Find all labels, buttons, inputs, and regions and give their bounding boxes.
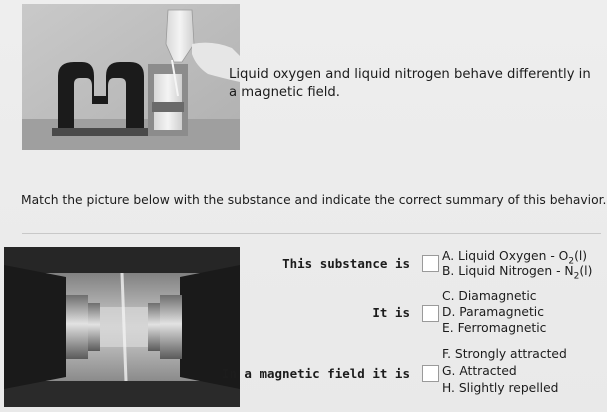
option-b[interactable] [442,264,592,281]
option-b-label: B. Liquid Nitrogen - N [442,264,574,278]
field-behavior-prompt: In a magnetic field it is [221,366,410,381]
option-b-subscript: 2 [573,271,580,282]
option-c[interactable]: C. Diamagnetic [442,289,537,303]
option-a-label: A. Liquid Oxygen - O [442,249,569,263]
question-text: Match the picture below with the substance and indicate the correct summary of this behavior. [21,193,607,207]
magnet-experiment-photo [22,4,240,150]
field-behavior-answer-box[interactable] [422,365,439,382]
magnetism-answer-box[interactable] [422,305,439,322]
substance-prompt: This substance is [282,256,410,271]
option-e[interactable]: E. Ferromagnetic [442,321,547,335]
option-a-subscript: 2 [568,256,575,267]
substance-answer-box[interactable] [422,255,439,272]
magnetism-prompt: It is [372,305,410,320]
option-f[interactable]: F. Strongly attracted [442,347,567,361]
magnet-poles-photo [4,247,240,407]
divider [22,233,601,234]
option-b-suffix: (l) [579,264,593,278]
option-h[interactable]: H. Slightly repelled [442,381,559,395]
option-d[interactable]: D. Paramagnetic [442,305,544,319]
option-g[interactable]: G. Attracted [442,364,517,378]
option-a-suffix: (l) [574,249,588,263]
intro-text: Liquid oxygen and liquid nitrogen behave differently in a magnetic field. [229,67,591,100]
